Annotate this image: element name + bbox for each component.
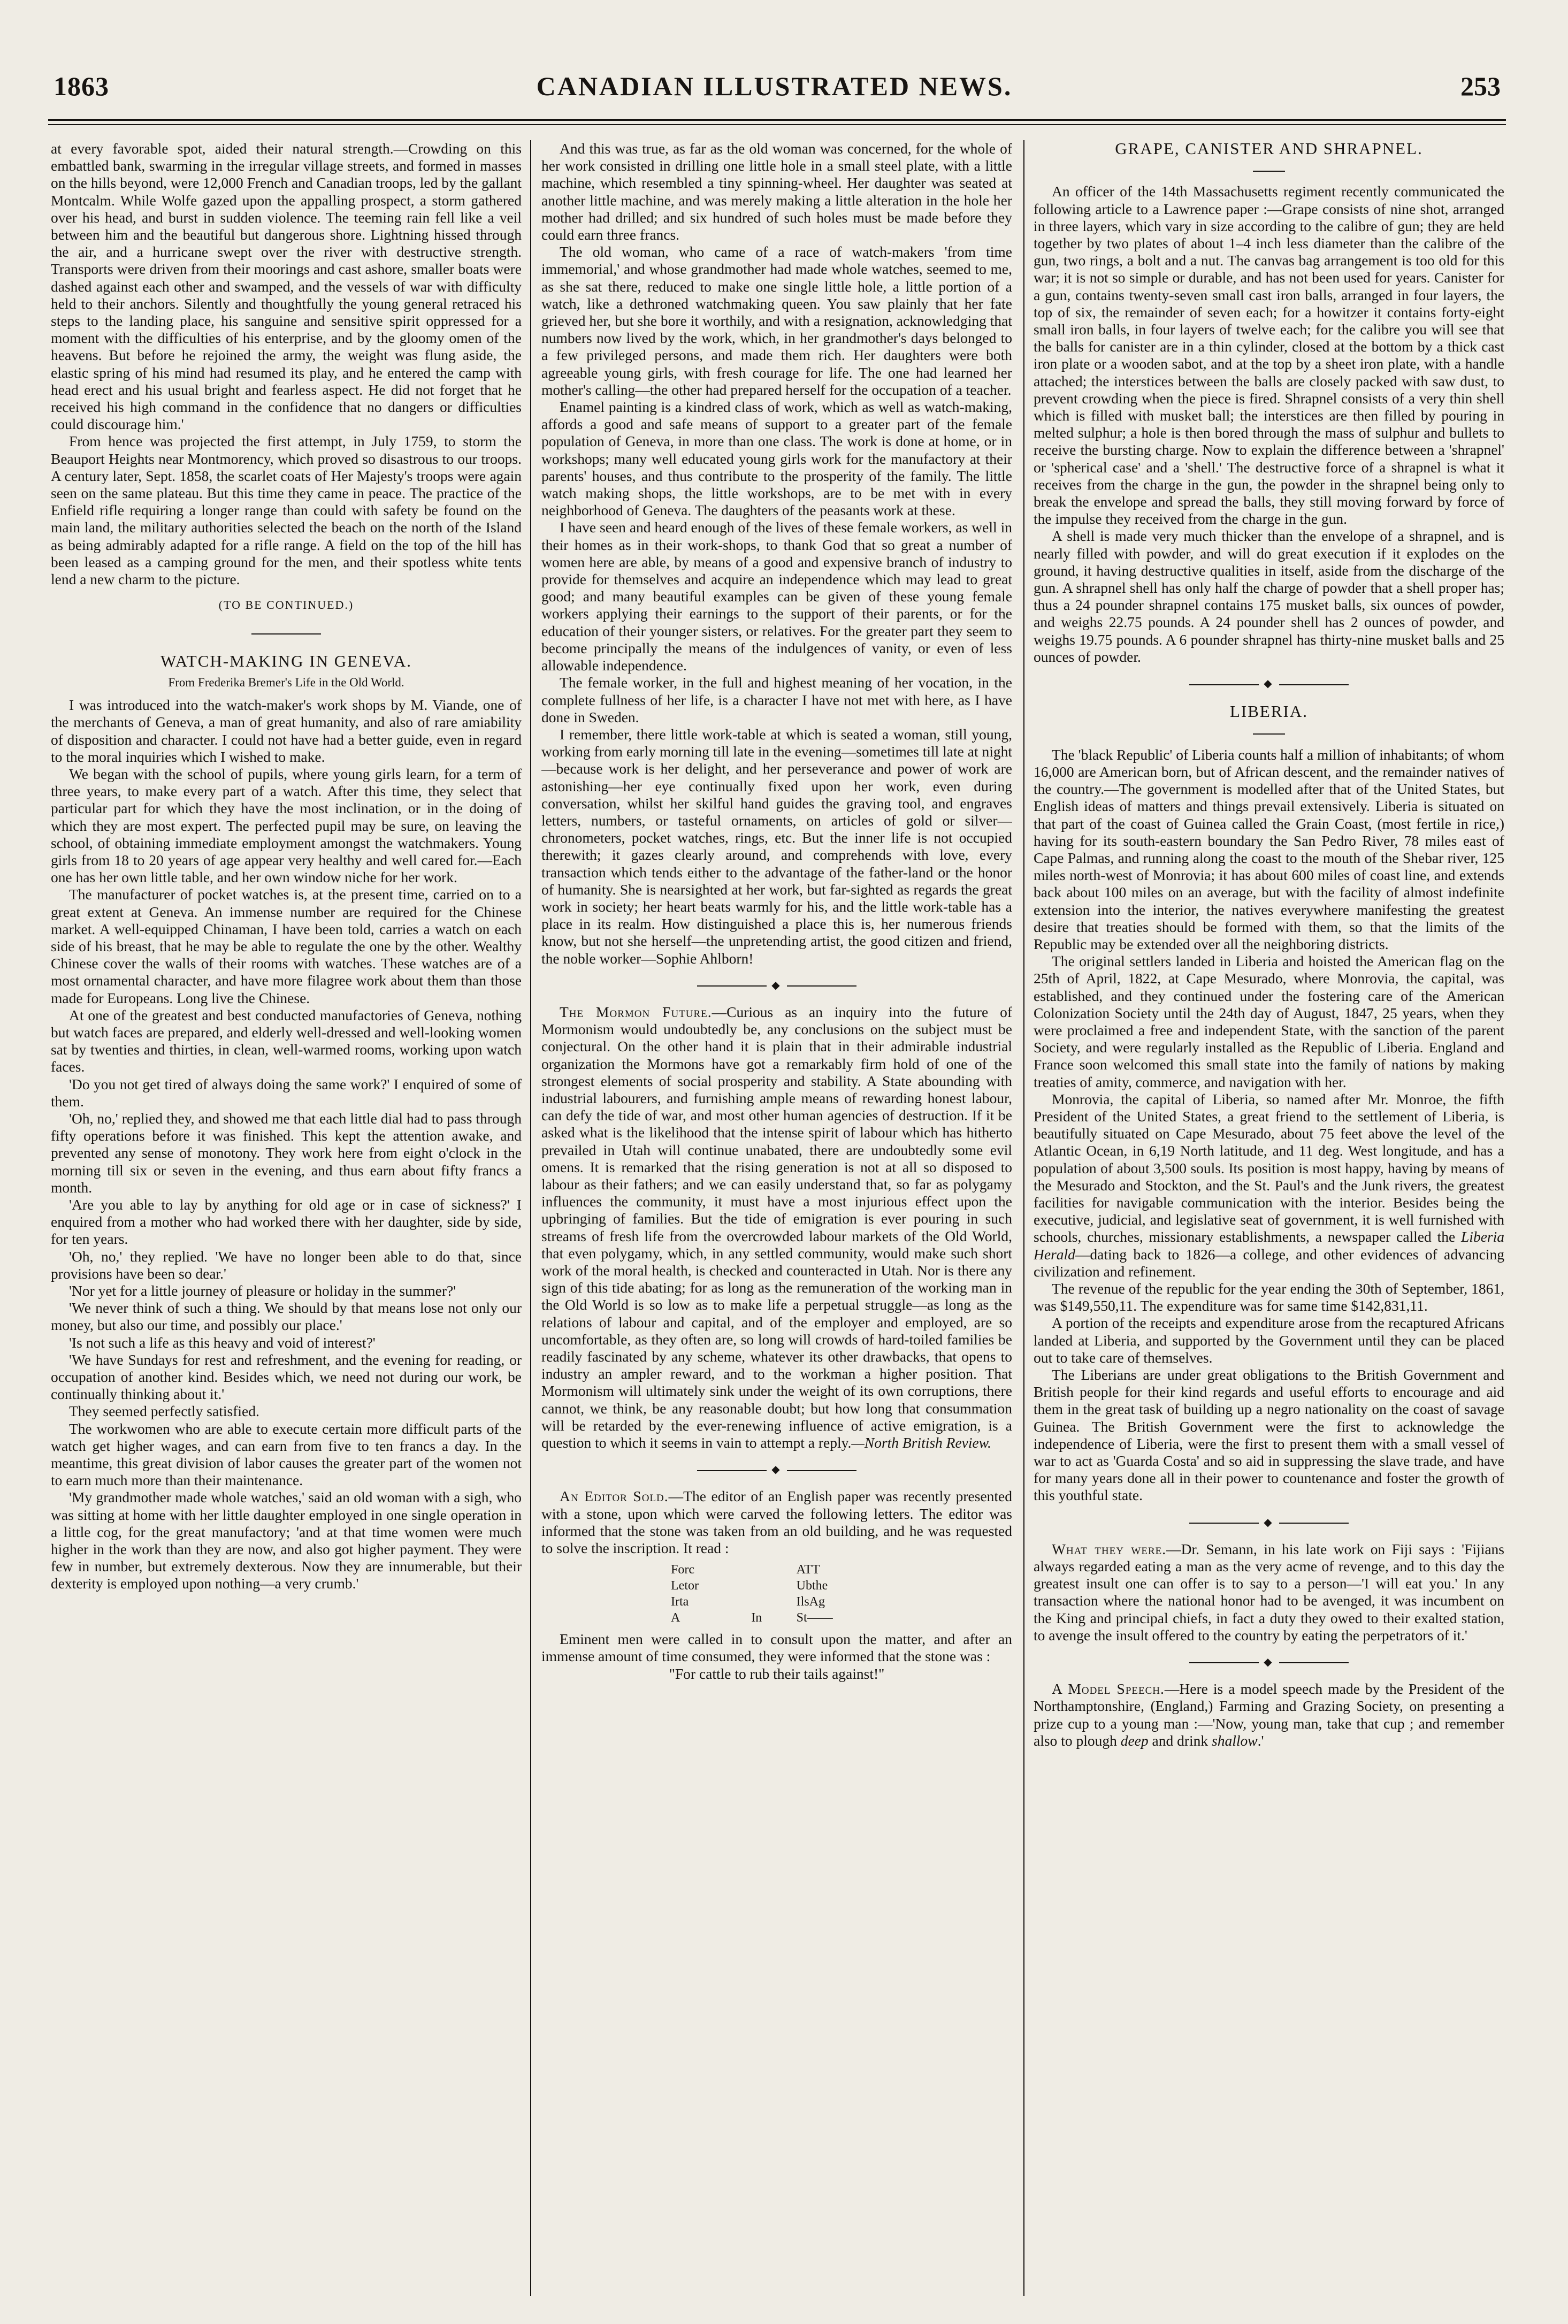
- article-paragraph: We began with the school of pupils, where young girls learn, for a term of three years, to make every part of a watch. After this time, they select that particular part for which they have the most inclination, or in the doing of which they are most expert. The perfected pupil may be sure, on leaving the school, of obtaining immediate employment amongst the watchmakers. Young girls from 18 to 20 years of age appear very healthy and well cared for.—Each one has her own little table, and her own window niche for her work.: [51, 765, 522, 886]
- masthead-rule: [48, 119, 1506, 121]
- inscription-cell: Ubthe: [796, 1579, 828, 1593]
- article-paragraph: And this was true, as far as the old woman was concerned, for the whole of her work consisted in drilling one little hole in a small steel plate, with a little machine, which resembled a tiny spinning-wheel. Her daughter was seated at another little machine, and was merely making a little alteration in the hole her mother had drilled; and six hundred of such holes must be made before they could earn three francs.: [541, 140, 1012, 243]
- text-run: .': [1257, 1732, 1264, 1749]
- article-paragraph: [1034, 1091, 1504, 1280]
- article-paragraph: The old woman, who came of a race of watch-makers 'from time immemorial,' and whose grandmother had made whole watches, seemed to me, as she sat there, reduced to make one single little hole, a little portion of a watch, like a dethroned watchmaking queen. You saw plainly that her fate grieved her, but she bore it worthily, and with a resignation, acknowledging that numbers now lived by the work, which, in her grandmother's days belonged to a few privileged persons, and made them rich. Her daughters were both agreeable young girls, with fresh courage for life. The one had learned her mother's calling—the other had prepared herself for the occupation of a teacher.: [541, 243, 1012, 398]
- item-body: —Curious as an inquiry into the future of Mormonism would undoubtedly be, any conclusions on the subject must be conjectural. On the other hand it is plain that in their admirable industrial organization the Mormons have got a remarkably firm hold of one of the strongest elements of social prosperity and stability. A State abounding with industrial labourers, and furnishing ample means of rewarding honest labour, can defy the tide of war, and most other human agencies of destruction. If it be asked what is the likelihood that the intense spirit of labour which has hitherto prevailed in Utah will continue unabated, there are undoubtedly some evil omens. It is remarked that the rising generation is not at all so disposed to labour as their fathers; and we can easily understand that, so far as polygamy influences the community, it must have a most injurious effect upon the upbringing of families. But the tide of emigration is ever pouring in such streams of fresh life from the overcrowded labour markets of the Old World, that even polygamy, which, in any settled community, would make such short work of the moral health, is checked and counteracted in Utah. Nor is there any sign of this tide abating; for as long as the remuneration of the working man in the Old World is so low as to make life a perpetual struggle—as long as the relations of labour and capital, and of the employer and employed, are so uncomfortable, as they often are, so long will crowds of hard-toiled families be readily fascinated by any scheme, whatever its other drawbacks, that opens to industry an ampler reward, and to the workman a higher position. That Mormonism will ultimately sink under the weight of its own corruptions, there cannot, we think, be any reasonable doubt; but how long that consummation will be retarded by the ever-renewing influence of active emigration, is a question to which it seems in vain to attempt a reply.: [541, 1003, 1012, 1451]
- inscription-cell: St——: [796, 1611, 833, 1625]
- column-1: [51, 140, 522, 2302]
- headline-grape-canister: GRAPE, CANISTER AND SHRAPNEL.: [1115, 140, 1423, 158]
- article-paragraph: 'Oh, no,' they replied. 'We have no longer been able to do that, since provisions have been so dear.': [51, 1248, 522, 1282]
- item-source: —North British Review.: [851, 1434, 991, 1451]
- article-paragraph: At one of the greatest and best conducted manufactories of Geneva, nothing but watch faces are prepared, and elderly well-dressed and well-looking women sat by twenties and thirties, in clean, well-warmed rooms, working upon watch faces.: [51, 1006, 522, 1075]
- divider-ornament: ◆: [541, 1461, 1012, 1478]
- headline-liberia: LIBERIA.: [1229, 702, 1308, 721]
- column-divider-1: [530, 140, 531, 2296]
- article-paragraph: 'Do you not get tired of always doing the same work?' I enquired of some of them.: [51, 1075, 522, 1110]
- masthead-rule-thin: [48, 124, 1506, 125]
- article-paragraph: 'My grandmother made whole watches,' said an old woman with a sigh, who was sitting at home with her little daughter employed in one single operation in a little cog, for the great manufactory; 'and at that time women were much higher in the work than they are now, and also got higher payment. They were few in number, but extremely dexterous. Now they are innumerable, but their dexterity is employed upon nothing—a very crumb.': [51, 1489, 522, 1592]
- page-number: 253: [1460, 71, 1501, 101]
- article-paragraph: The 'black Republic' of Liberia counts half a million of inhabitants; of whom 16,000 are American born, but of African descent, and the remainder natives of the country.—The government is modelled after that of the United States, but English ideas of matters and things prevail extensively. Liberia is situated on that part of the coast of Guinea called the Grain Coast, (most fertile in rice,) having for its south-eastern boundary the San Pedro River, 78 miles east of Cape Palmas, and running along the coast to the mouth of the Shebar river, 125 miles north-west of Monrovia; it has about 600 miles of coast line, and extends back about 100 miles on an average, but with the facility of almost indefinite extension into the interior, the natives everywhere manifesting the greatest desire that treaties should be formed with them, so that the limits of the Republic may be extended over all the neighboring districts.: [1034, 746, 1504, 952]
- item-body: —The editor of an English paper was recently presented with a stone, upon which were carved the following letters. The editor was informed that the stone was taken from an old building, and he was requested to solve the inscription. It read :: [541, 1488, 1012, 1557]
- article-paragraph: A portion of the receipts and expenditure arose from the recaptured Africans landed at Liberia, and supported by the Government until they can be placed out to take care of themselves.: [1034, 1314, 1504, 1366]
- article-paragraph: I was introduced into the watch-maker's work shops by M. Viande, one of the merchants of Geneva, a man of great humanity, and also of rare amiability of disposition and character. I could not have had a better guide, even in regard to the moral inquiries which I wished to make.: [51, 697, 522, 765]
- article-paragraph: 'We never think of such a thing. We should by that means lose not only our money, but also our time, and possibly our place.': [51, 1299, 522, 1334]
- article-paragraph: 'Is not such a life as this heavy and void of interest?': [69, 1334, 376, 1351]
- model-speech-item: [1034, 1680, 1504, 1749]
- article-paragraph: Enamel painting is a kindred class of work, which as well as watch-making, affords a good and safe means of support to a greater part of the female population of Geneva, in more than one class. The work is done at home, or in workshops; many well educated young girls work for the manufactory at their parents' houses, and thus contribute to the prosperity of the family. The little watch making shops, the little workshops, are to be met with in every neighborhood of Geneva. The daughters of the peasants work at these.: [541, 399, 1012, 519]
- emphasis-deep: deep: [1120, 1732, 1149, 1749]
- emphasis-shallow: shallow: [1212, 1732, 1258, 1749]
- item-lead-mormon: The Mormon Future.: [560, 1003, 712, 1020]
- inscription-row: [666, 1562, 888, 1577]
- inscription-cell: In: [751, 1611, 762, 1625]
- item-lead-fiji: What they were.: [1052, 1540, 1167, 1557]
- mormon-future-item: [541, 1004, 1012, 1451]
- divider-ornament: ◆: [1034, 675, 1504, 692]
- article-paragraph: The manufacturer of pocket watches is, at the present time, carried on to a great extent at Geneva. An immense number are required for the Chinese market. A well-equipped Chinaman, I have been told, carries a watch on each side of his breast, that he may be able to regulate the one by the other. Wealthy Chinese cover the walls of their rooms with watches. These watches are of a most ornamental character, and have more filagree work about them than those made for Europeans. Long live the Chinese.: [51, 886, 522, 1006]
- article-paragraph: A shell is made very much thicker than the envelope of a shrapnel, and is nearly filled with powder, and will do great execution if it explodes on the ground, it having destructive qualities in itself, aside from the discharge of the gun. A shrapnel shell has only half the charge of powder that a shell proper has; thus a 24 pounder shrapnel contains 175 musket balls, six ounces of powder, and weighs 22.75 pounds. A 24 pounder shell has 2 ounces of powder, and weighs 19.75 pounds. A 6 pounder shrapnel has thirty-nine musket balls and 25 ounces of powder.: [1034, 528, 1504, 665]
- editor-sold-item: [541, 1488, 1012, 1557]
- article-paragraph: They seemed perfectly satisfied.: [69, 1403, 259, 1420]
- inscription-cell: [746, 1562, 790, 1577]
- divider-rule: [1034, 725, 1504, 742]
- inscription-cell: [746, 1578, 790, 1593]
- item-body: —Dr. Semann, in his late work on Fiji says : 'Fijians always regarded eating a man as the very acme of revenge, and to this day the greatest insult one can offer is to say to a person—'I will eat you.' In any transaction where the national honor had to be avenged, it was incumbent on the King and principal chiefs, in fact a duty they owed to their exalted station, to avenge the insult offered to the country by eating the perpetrators of it.': [1034, 1540, 1504, 1643]
- column-divider-2: [1023, 140, 1024, 2296]
- inscription-cell: IlsAg: [796, 1595, 825, 1609]
- newspaper-title: CANADIAN ILLUSTRATED NEWS.: [536, 71, 1013, 101]
- column-2: [541, 140, 1012, 2302]
- stone-inscription: [664, 1561, 889, 1626]
- divider-ornament: [51, 624, 522, 641]
- inscription-row: [666, 1610, 888, 1625]
- to-be-continued: (TO BE CONTINUED.): [218, 598, 354, 612]
- article-paragraph: I remember, there little work-table at which is seated a woman, still young, working from early morning till late in the evening—sometimes till late at night—because work is her delight, and her perseverance and power of work are astonishing—her eye continually fixed upon her work, even during conversation, whilst her skilful hand guides the graving tool, and engraves letters, numbers, or tasteful ornaments, on articles of gold or silver—chronometers, pocket watches, rings, etc. But the inner life is not occupied therewith; it gazes clearly around, and comprehends with love, every transaction which tends either to the advantage of the father-land or the honor of humanity. She is nearsighted at her work, but far-sighted as regards the great work in society; her heart beats warmly for his, and the little work-table has a place in its realm. How distinguished a place this is, her numerous friends know, but not she herself—the unpretending artist, the good citizen and friend, the noble worker—Sophie Ahlborn!: [541, 725, 1012, 967]
- article-paragraph: 'Are you able to lay by anything for old age or in case of sickness?' I enquired from a mother who had worked there with her daughter, side by side, for ten years.: [51, 1196, 522, 1248]
- divider-ornament: ◆: [541, 977, 1012, 994]
- article-paragraph: The workwomen who are able to execute certain more difficult parts of the watch get higher wages, and can earn from five to ten francs a day. In the meantime, this great division of labor causes the greater part of the women not to earn much more than their maintenance.: [51, 1420, 522, 1489]
- column-3: [1034, 140, 1504, 2302]
- article-paragraph: The female worker, in the full and highest meaning of her vocation, in the complete fullness of her life, is a character I have not met with here, as I have done in Sweden.: [541, 674, 1012, 725]
- inscription-row: [666, 1578, 888, 1593]
- text-run: —dating back to 1826—a college, and other evidences of advancing civilization and refinement.: [1034, 1245, 1504, 1280]
- divider-ornament: ◆: [1034, 1514, 1504, 1531]
- what-they-were-item: [1034, 1541, 1504, 1644]
- text-run: Monrovia, the capital of Liberia, so named after Mr. Monroe, the fifth President of the United States, a great friend to the settlement of Liberia, is beautifully situated on Cape Mesurado, about 75 feet above the level of the Atlantic Ocean, in 6,19 North latitude, and 11 deg. West longitude, and has a population of about 3,500 souls. Its position is most happy, having by means of the Mesurado and Stockton, and the St. Paul's and the Junk rivers, the greatest facilities for navigable communication with the interior. Besides being the executive, judicial, and legislative seat of government, it is well furnished with schools, churches, missionary establishments, a newspaper called the: [1034, 1090, 1504, 1245]
- inscription-row: [666, 1594, 888, 1609]
- inscription-cell: A: [671, 1611, 680, 1625]
- divider-rule: [1034, 162, 1504, 179]
- article-paragraph: The revenue of the republic for the year ending the 30th of September, 1861, was $149,550,11. The expenditure was for same time $142,831,11.: [1034, 1280, 1504, 1314]
- text-run: and drink: [1148, 1732, 1212, 1749]
- article-paragraph: The original settlers landed in Liberia and hoisted the American flag on the 25th of April, 1822, at Cape Mesurado, where Monrovia, the capital, was established, and they continued under the fostering care of the American Colonization Society until the 24th day of August, 1847, 25 years, when they were proclaimed a free and independent State, with the sanction of the parent Society, and were regularly installed as the Republic of Liberia. England and France soon welcomed this small state into the family of nations by making treaties of amity, commerce, and navigation with her.: [1034, 953, 1504, 1090]
- newspaper-name: Liberia Herald: [1034, 1228, 1504, 1263]
- article-paragraph: I have seen and heard enough of the lives of these female workers, as well in their homes as in their work-shops, to thank God that so great a number of women here are able, by means of a good and expensive branch of industry to provide for themselves and acquire an independence which may lead to great good; and many beautiful examples can be given of these young female workers applying their earnings to the support of their parents, or for the education of their younger sisters, or relatives. For the greater part they seem to become principally the means of the indulgences of vanity, or even of less allowable independence.: [541, 519, 1012, 674]
- item-lead-editor: An Editor Sold.: [560, 1488, 669, 1505]
- item-body: —Here is a model speech made by the President of the Northamptonshire, (England,) Farming and Grazing Society, on presenting a prize cup to a young man :—'Now, young man, take that cup ; and remember also to plough: [1034, 1680, 1504, 1749]
- quebec-article-text: From hence was projected the first attempt, in July 1759, to storm the Beauport Heights near Montmorency, which proved so disastrous to our troops. A century later, Sept. 1858, the scarlet coats of Her Majesty's troops were again seen on the same plateau. But this time they came in peace. The practice of the Enfield rifle requiring a longer range than could with safety be found on the main land, the military authorities selected the beach on the north of the Island as being admirably adapted for a rifle range. A field on the top of the hill has been leased as a camping ground for the men, and their spotless white tents lend a new charm to the picture.: [51, 433, 522, 588]
- item-lead-speech: A Model Speech.: [1052, 1680, 1165, 1698]
- punchline-quote: "For cattle to rub their tails against!": [669, 1665, 885, 1682]
- inscription-cell: Letor: [671, 1579, 699, 1593]
- article-paragraph: 'Oh, no,' replied they, and showed me that each little dial had to pass through fifty operations before it was finished. This kept the attention awake, and prevented any sense of monotony. They work here from eight o'clock in the morning till six or seven in the evening, and thus earn about fifty francs a month.: [51, 1110, 522, 1196]
- article-paragraph: 'We have Sundays for rest and refreshment, and the evening for reading, or occupation of another kind. Besides which, we need not during our work, be continually thinking about it.': [51, 1351, 522, 1403]
- divider-ornament: ◆: [1034, 1654, 1504, 1671]
- article-paragraph: 'Nor yet for a little journey of pleasure or holiday in the summer?': [69, 1282, 456, 1299]
- inscription-cell: Forc: [671, 1563, 694, 1577]
- article-source: From Frederika Bremer's Life in the Old World.: [168, 675, 404, 689]
- inscription-cell: [746, 1594, 790, 1609]
- headline-watchmaking: WATCH-MAKING IN GENEVA.: [160, 651, 412, 670]
- masthead: [43, 43, 1506, 107]
- quebec-article-text: at every favorable spot, aided their natural strength.—Crowding on this embattled bank, swarming in the irregular village streets, and formed in masses on the hills beyond, were 12,000 French and Canadian troops, led by the gallant Montcalm. While Wolfe gazed upon the appalling prospect, a storm gathered over his head, and burst in sudden violence. The teeming rain fell like a veil between him and the beautiful but dangerous shore. Lightning hissed through the air, and a hurricane swept over the river with destructive strength. Transports were driven from their moorings and cast ashore, smaller boats were dashed against each other and swamped, and the vessels of war with difficulty held to their anchors. Silently and thoughtfully the young general retraced his steps to the landing place, his sanguine and sensitive spirit oppressed for a moment with the difficulties of his enterprise, and by the gloomy omen of the heavens. But before he rejoined the army, the weight was flung aside, the elastic spring of his mind had resumed its play, and he entered the camp with head erect and his usual bright and fearless aspect. He did not forget that he received his high command in the confidence that no dangers or difficulties could discourage him.': [51, 140, 522, 433]
- issue-year: 1863: [53, 71, 109, 101]
- article-paragraph: Eminent men were called in to consult upon the matter, and after an immense amount of time consumed, they were informed that the stone was :: [541, 1631, 1012, 1665]
- article-paragraph: The Liberians are under great obligations to the British Government and British people for their kind regards and useful efforts to encourage and aid them in the great task of building up a negro nationality on the coast of savage Guinea. The British Government were the first to acknowledge the independence of Liberia, were the first to present them with a small vessel of war to act as 'Guarda Costa' and so aid in suppressing the slave trade, and have for many years done all in their power to countenance and foster the growth of this youthful state.: [1034, 1366, 1504, 1504]
- inscription-cell: Irta: [671, 1595, 689, 1609]
- inscription-cell: ATT: [796, 1563, 820, 1577]
- article-paragraph: An officer of the 14th Massachusetts regiment recently communicated the following article to a Lawrence paper :—Grape consists of nine shot, arranged in three layers, which vary in size according to the calibre of gun; they are held together by two plates of about 1–4 inch less diameter than the calibre of the gun, two rings, a bolt and a nut. The canvas bag arrangement is too old for this war; it is not so simple or durable, and has not been used for years. Canister for a gun, contains twenty-seven small cast iron balls, arranged in four layers, the top of six, the remainder of seven each; for a howitzer it contains forty-eight small iron balls, in four layers of twelve each; for the calibre you will see that the balls for canister are in a thin cylinder, closed at the bottom by a thick cast iron plate or a wooden sabot, and at the top by a sheet iron plate, with a handle attached; the interstices between the balls are closely packed with saw dust, to prevent crowding when the piece is fired. Shrapnel consists of a very thin shell which is filled with musket ball; the interstices are then filled by pouring in melted sulphur; a hole is then bored through the mass of sulphur and bullets to receive the bursting charge. Now to explain the difference between a 'shrapnel' or 'spherical case' and a 'shell.' The destructive force of a shrapnel is what it receives from the charge in the gun, the powder in the shrapnel being only to break the envelope and spread the balls, they still moving forward by force of the impulse they received from the charge in the gun.: [1034, 183, 1504, 528]
